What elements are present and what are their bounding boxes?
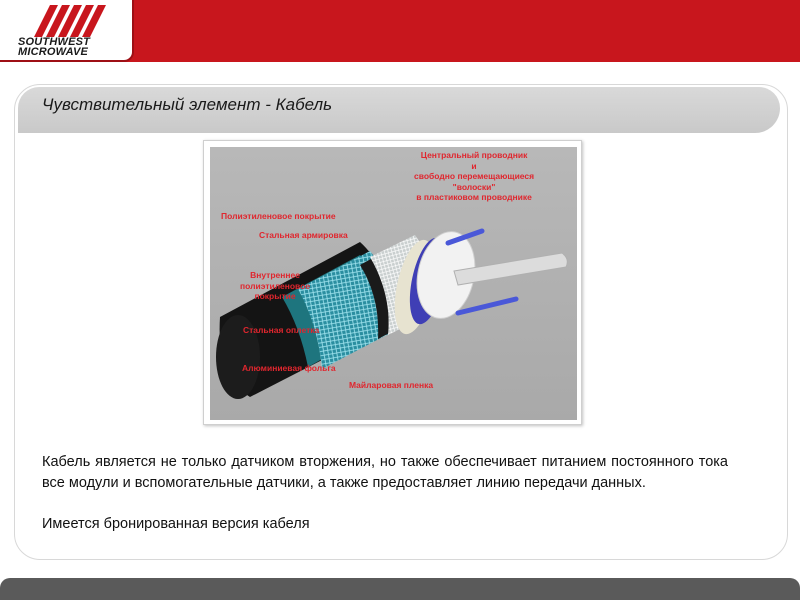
label-central-conductor bbox=[414, 150, 534, 203]
label-line: "волоски" bbox=[452, 181, 496, 192]
label-line: покрытие bbox=[254, 291, 296, 301]
label-inner-poly bbox=[240, 270, 310, 302]
label-line: свободно перемещающиеся bbox=[414, 171, 535, 181]
company-logo bbox=[0, 0, 134, 62]
label-mylar: Майларовая пленка bbox=[349, 380, 434, 390]
body-paragraph: Кабель является не только датчиком вторжения, но также обеспечивает питанием постоянного тока все модули и вспомогательные датчики, а также предоставляет линию передачи данных. bbox=[42, 454, 728, 491]
label-line: и bbox=[471, 160, 477, 171]
slide-title: Чувствительный элемент - Кабель bbox=[42, 95, 333, 114]
label-poly-coating: Полиэтиленовое покрытие bbox=[221, 211, 336, 221]
label-steel-braid: Стальная оплетка bbox=[243, 325, 320, 335]
label-steel-armor: Стальная армировка bbox=[259, 230, 348, 240]
body-paragraph-2: Имеется бронированная версия кабеля bbox=[42, 516, 310, 532]
label-alu-foil: Алюминиевая фольга bbox=[242, 363, 336, 373]
label-line: Центральный проводник bbox=[420, 150, 528, 160]
logo-stripes-icon bbox=[28, 3, 106, 37]
footer-bar bbox=[0, 578, 800, 600]
logo-text-line1: SOUTHWEST bbox=[18, 36, 91, 48]
label-line: Внутреннее bbox=[250, 270, 300, 280]
logo-text-line2: MICROWAVE bbox=[18, 46, 89, 58]
label-line: полиэтиленовое bbox=[240, 280, 311, 291]
label-line: в пластиковом проводнике bbox=[416, 192, 532, 202]
